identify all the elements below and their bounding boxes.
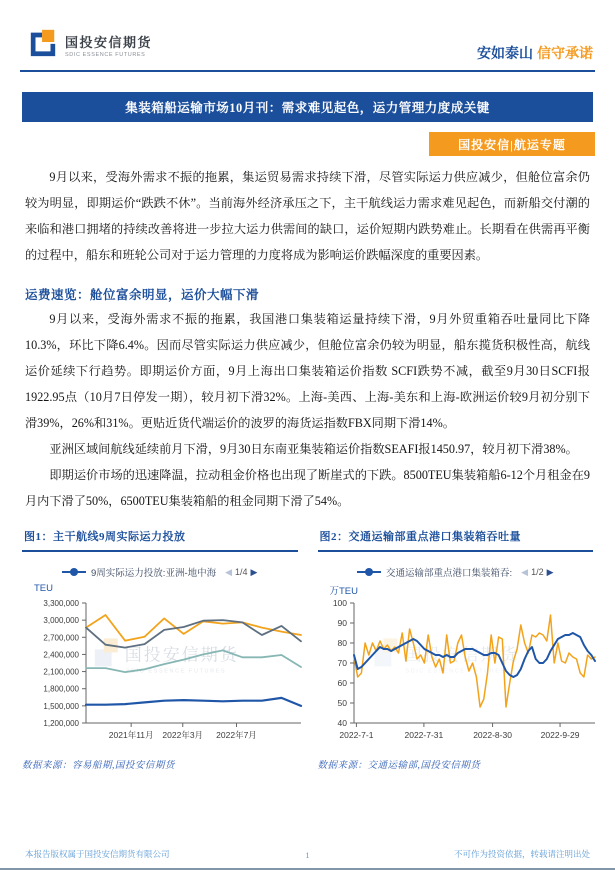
svg-text:2,700,000: 2,700,000: [43, 633, 79, 643]
svg-text:80: 80: [337, 638, 347, 648]
paragraph-summary: 9月以来，受海外需求不振的拖累，集运贸易需求持续下滑，尽管实际运力供应减少，但舱位富余仍较为明显，即期运价“跌跌不休”。当前海外经济承压之下，主干航线运力需求难见起色，而新船交付潮的来临和港口拥堵的持续改善将进一步拉大运力供需间的缺口，运价短期内跌势难止。长期看在供需再平衡的过程中，船东和班轮公司对于运力管理的力度将成为影响运价跌幅深度的重要因素。: [25, 170, 590, 262]
page-number: 1: [305, 850, 310, 860]
svg-text:3,300,000: 3,300,000: [43, 599, 79, 608]
figure-2-chart: [318, 595, 605, 747]
section-heading: 运费速览：舱位富余明显，运价大幅下滑: [25, 288, 260, 302]
logo-mark-icon: [28, 26, 58, 63]
svg-text:国投安信期货: 国投安信期货: [403, 645, 518, 665]
company-slogan: [477, 43, 593, 63]
svg-text:2022-9-29: 2022-9-29: [540, 730, 579, 740]
svg-text:50: 50: [337, 698, 347, 708]
figure-1-source: 数据来源：容易船期,国投安信期货: [22, 761, 175, 771]
figure-1-legend-pager: [225, 567, 257, 578]
report-title-banner: 集装箱船运输市场10月刊：需求难见起色，运力管理力度成关键: [22, 92, 593, 122]
legend-prev-icon[interactable]: ◀: [521, 566, 529, 577]
svg-text:100: 100: [332, 598, 347, 608]
figure-1-pager-num: 1/4: [235, 567, 248, 577]
figure-1-title: 图1：主干航线9周实际运力投放: [22, 526, 298, 552]
figure-1: [22, 526, 298, 771]
svg-text:40: 40: [337, 718, 347, 728]
report-body: [25, 164, 590, 514]
footer-disclaimer: 不可作为投资依据，转载请注明出处: [453, 849, 590, 859]
legend-next-icon[interactable]: ▶: [546, 566, 554, 577]
svg-text:2,100,000: 2,100,000: [43, 667, 79, 677]
svg-text:60: 60: [337, 678, 347, 688]
paragraph-intra-asia: 亚洲区域间航线延续前月下滑，9月30日东南亚集装箱运价指数SEAFI报1450.97，较月初下滑38%。: [49, 442, 578, 456]
paragraph-charter-rates: 即期运价市场的迅速降温，拉动租金价格也出现了断崖式的下跌。8500TEU集装箱船6-12个月租金在9月内下滑了50%，6500TEU集装箱船的租金同期下滑了54%。: [25, 468, 590, 508]
page-header: [0, 0, 615, 72]
figure-2-title: 图2：交通运输部重点港口集装箱吞吐量: [318, 526, 594, 552]
figure-1-chart: [22, 595, 309, 747]
legend-prev-icon[interactable]: ◀: [225, 566, 233, 577]
svg-text:1,500,000: 1,500,000: [43, 701, 79, 711]
svg-text:2021年11月: 2021年11月: [108, 730, 154, 740]
figure-2-unit: 万TEU: [329, 586, 359, 597]
figure-2-legend-label: 交通运输部重点港口集装箱吞:: [386, 568, 513, 579]
svg-text:SDIC ESSENCE FUTURES: SDIC ESSENCE FUTURES: [404, 668, 506, 675]
svg-text:1,200,000: 1,200,000: [43, 719, 79, 728]
svg-text:2022年7月: 2022年7月: [216, 730, 257, 740]
svg-text:SDIC ESSENCE FUTURES: SDIC ESSENCE FUTURES: [125, 668, 227, 675]
svg-text:90: 90: [337, 618, 347, 628]
company-logo: [28, 26, 152, 63]
svg-text:2022-7-31: 2022-7-31: [404, 730, 443, 740]
legend-line-marker-icon: [357, 571, 381, 573]
svg-text:国投安信期货: 国投安信期货: [124, 645, 239, 665]
figure-2-legend-pager: [521, 567, 553, 578]
svg-text:1,800,000: 1,800,000: [43, 684, 79, 694]
figure-1-unit: TEU: [34, 583, 53, 594]
figure-2-legend: [318, 565, 594, 579]
figure-2-source: 数据来源：交通运输部,国投安信期货: [317, 761, 481, 771]
slogan-part-orange: 信守承诺: [537, 45, 593, 61]
slogan-part-blue: 安如泰山: [477, 45, 533, 61]
footer-copyright: 本报告版权属于国投安信期货有限公司: [25, 849, 170, 859]
header-divider: [20, 70, 595, 72]
svg-text:2022年3月: 2022年3月: [162, 730, 204, 740]
figure-2: [318, 526, 594, 771]
svg-text:2,400,000: 2,400,000: [43, 650, 79, 660]
svg-text:3,000,000: 3,000,000: [43, 616, 79, 626]
legend-next-icon[interactable]: ▶: [250, 566, 258, 577]
svg-text:2022-8-30: 2022-8-30: [472, 730, 512, 740]
paragraph-freight-overview: 9月以来，受海外需求不振的拖累，我国港口集装箱运量持续下滑，9月外贸重箱吞吐量同比下降10.3%，环比下降6.4%。因而尽管实际运力供应减少，但舱位富余仍较为明显，船东揽货积极性高，航线运价延续下行趋势。即期运价方面，9月上海出口集装箱运价指数 SCFI跌势不减，截至9月30日SCFI报1922.95点（10月7日停发一期），较月初下滑32%。上海-美西、上海-美东和上海-欧洲运价较9月初分别下滑39%，26%和31%。更贴近货代端运价的波罗的海货运指数FBX同期下滑14%。: [25, 312, 590, 430]
topic-badge: 国投安信|航运专题: [429, 132, 595, 156]
legend-line-marker-icon: [62, 571, 86, 573]
figure-1-legend-label: 9周实际运力投放:亚洲-地中海: [91, 568, 217, 579]
svg-text:70: 70: [337, 658, 347, 668]
page-footer: [0, 848, 615, 870]
logo-subtitle: SDIC ESSENCE FUTURES: [65, 51, 146, 58]
svg-text:2022-7-1: 2022-7-1: [338, 730, 373, 740]
figure-1-legend: [22, 565, 298, 579]
figure-2-pager-num: 1/2: [531, 567, 544, 577]
logo-title: 国投安信期货: [65, 34, 153, 50]
figures-row: [22, 526, 593, 771]
